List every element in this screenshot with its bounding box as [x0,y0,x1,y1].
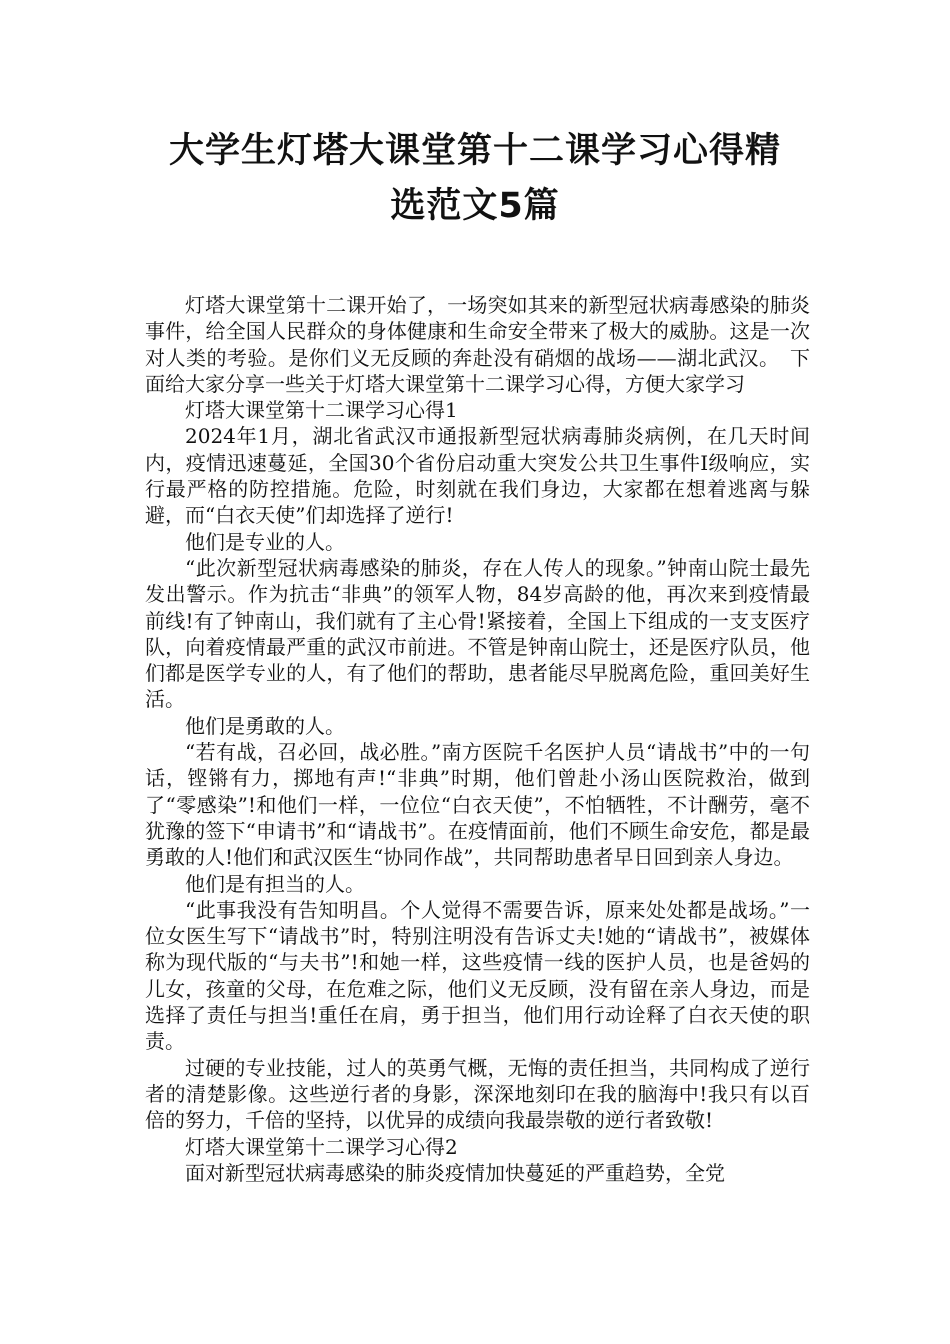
document-title [120,124,830,234]
body-paragraph: “此事我没有告知明昌。个人觉得不需要告诉，原来处处都是战场。”一位女医生写下“请战书”时，特别注明没有告诉丈夫!她的“请战书”，被媒体称为现代版的“与夫书”!和她一样，这些疫情一线的医护人员，也是爸妈的儿女，孩童的父母，在危难之际，他们义无反顾，没有留在亲人身边，而是选择了责任与担当!重任在肩，勇于担当，他们用行动诠释了白衣天使的职责。 [145,897,810,1054]
title-line-1: 大学生灯塔大课堂第十二课学习心得精 [168,131,781,171]
intro-paragraph: 灯塔大课堂第十二课开始了，一场突如其来的新型冠状病毒感染的肺炎事件，给全国人民群众的身体健康和生命安全带来了极大的威胁。这是一次对人类的考验。是你们义无反顾的奔赴没有硝烟的战场——湖北武汉。 下面给大家分享一些关于灯塔大课堂第十二课学习心得，方便大家学习 [145,293,810,396]
document-body [145,292,810,1186]
body-paragraph: 过硬的专业技能，过人的英勇气概，无悔的责任担当，共同构成了逆行者的清楚影像。这些逆行者的身影，深深地刻印在我的脑海中!我只有以百倍的努力，千倍的坚持，以优异的成绩向我最崇敬的逆行者致敬! [145,1055,810,1133]
body-paragraph: 2024年1月，湖北省武汉市通报新型冠状病毒肺炎病例，在几天时间内，疫情迅速蔓延，全国30个省份启动重大突发公共卫生事件Ⅰ级响应，实行最严格的防控措施。危险，时刻就在我们身边，大家都在想着逃离与躲避，而“白衣天使”们却选择了逆行! [145,424,810,528]
body-paragraph: “此次新型冠状病毒感染的肺炎，存在人传人的现象。”钟南山院士最先发出警示。作为抗击“非典”的领军人物，84岁高龄的他，再次来到疫情最前线!有了钟南山，我们就有了主心骨!紧接着，全国上下组成的一支支医疗队，向着疫情最严重的武汉市前进。不管是钟南山院士，还是医疗队员，他们都是医学专业的人，有了他们的帮助，患者能尽早脱离危险，重回美好生活。 [145,555,810,712]
subheading-brave: 他们是勇敢的人。 [185,713,345,738]
subheading-professional: 他们是专业的人。 [185,529,345,554]
section-heading-2: 灯塔大课堂第十二课学习心得2 [185,1134,458,1159]
title-line-2: 选范文5篇 [390,186,560,226]
section-heading-1: 灯塔大课堂第十二课学习心得1 [185,398,458,423]
body-paragraph: “若有战，召必回，战必胜。”南方医院千名医护人员“请战书”中的一句话，铿锵有力，掷地有声!“非典”时期，他们曾赴小汤山医院救治，做到了“零感染”!和他们一样，一位位“白衣天使”，不怕牺牲，不计酬劳，毫不犹豫的签下“申请书”和“请战书”。在疫情面前，他们不顾生命安危，都是最勇敢的人!他们和武汉医生“协同作战”，共同帮助患者早日回到亲人身边。 [145,740,810,870]
body-paragraph: 面对新型冠状病毒感染的肺炎疫情加快蔓延的严重趋势，全党 [185,1160,725,1185]
subheading-responsible: 他们是有担当的人。 [185,871,365,896]
